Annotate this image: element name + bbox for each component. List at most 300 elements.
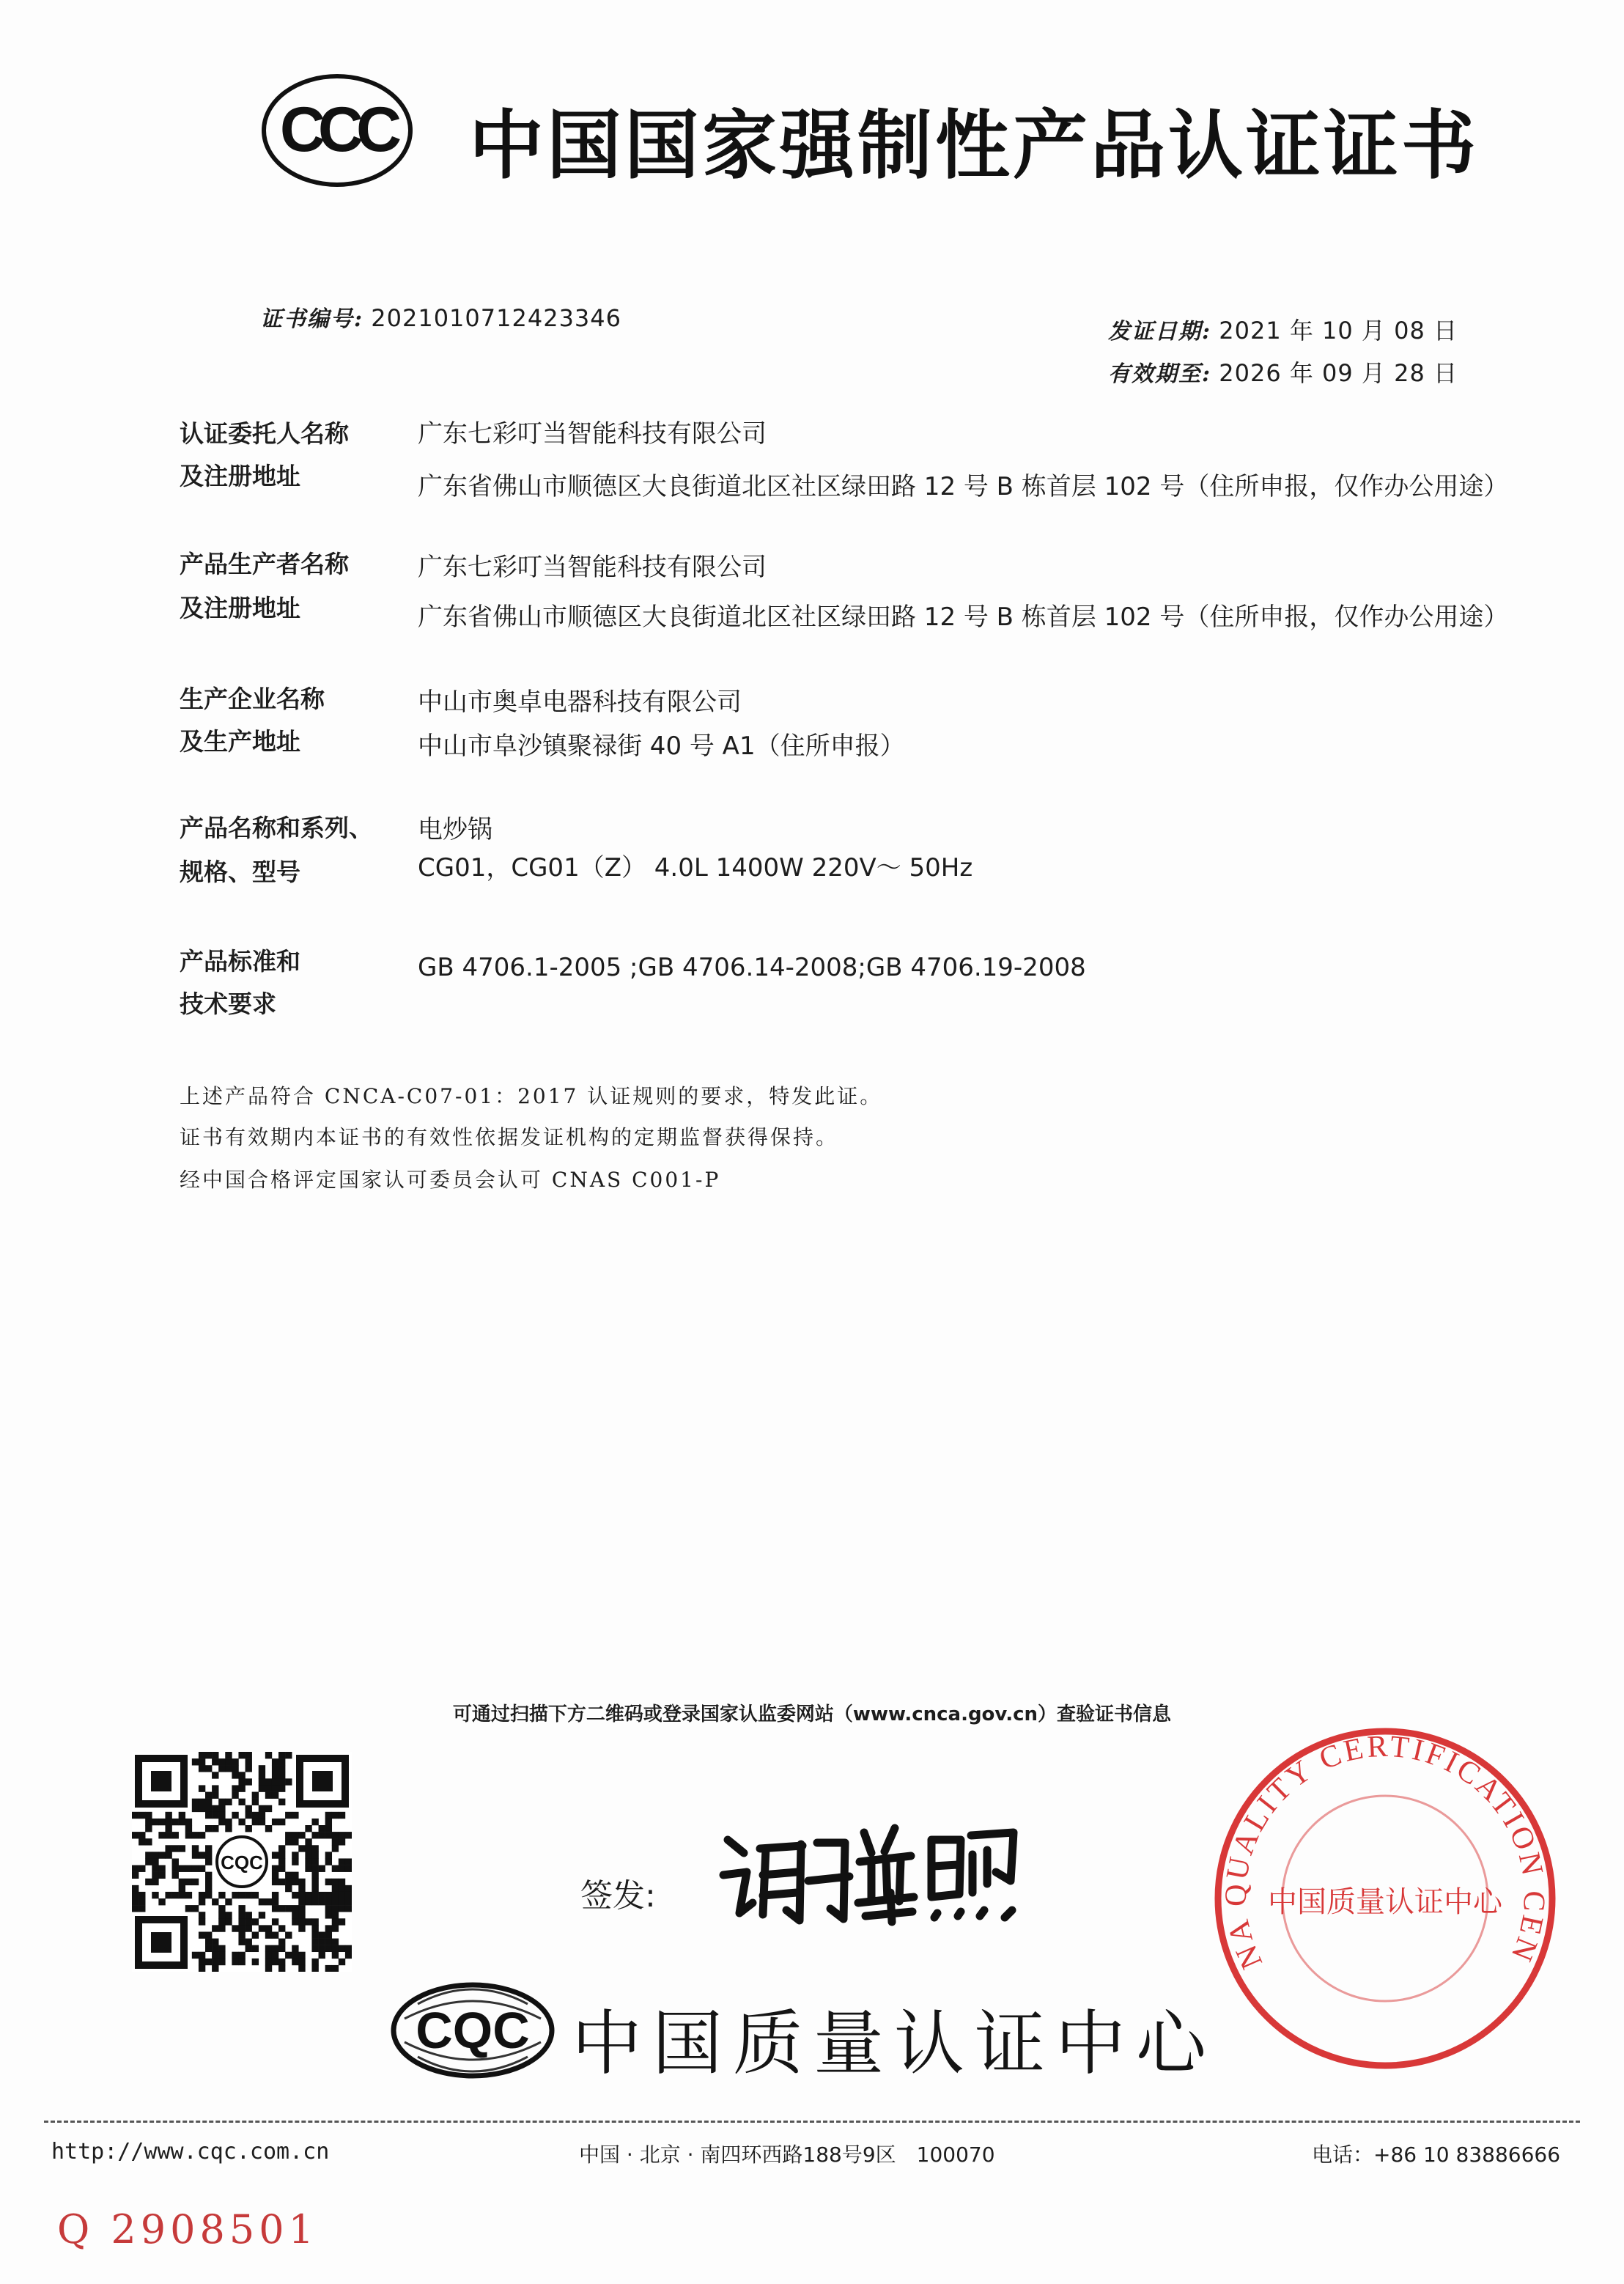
qr-module [259,1812,265,1819]
qr-hint: 可通过扫描下方二维码或登录国家认监委网站（www.cnca.gov.cn）查验证书信息 [452,1703,1172,1725]
qr-module [172,1872,179,1879]
qr-module [311,1925,318,1931]
qr-module [278,1945,285,1952]
expiry-date-value: 2026 年 09 月 28 日 [1219,359,1458,387]
qr-module [238,1925,245,1931]
qr-module [285,1812,292,1819]
qr-module [238,1892,245,1898]
qr-module [172,1865,179,1872]
qr-module [305,1825,311,1832]
qr-module [272,1959,278,1965]
qr-module [311,1879,318,1885]
qr-module [179,1819,185,1825]
qr-module [158,1832,165,1838]
qr-module [319,1892,325,1898]
qr-module [238,1918,245,1925]
qr-module [272,1772,278,1778]
qr-module [192,1852,199,1858]
qr-module [212,1952,218,1959]
qr-module [179,1812,185,1819]
qr-module [212,1825,218,1832]
qr-module [179,1845,185,1852]
qr-module [225,1819,232,1825]
qr-module [238,1799,245,1805]
manufacturer-name: 广东七彩叮当智能科技有限公司 [418,553,767,582]
qr-module [225,1918,232,1925]
qr-module [192,1865,199,1872]
certificate-number-value: 2021010712423346 [371,304,621,332]
qr-module [192,1832,199,1838]
qr-module [319,1865,325,1872]
qr-module [172,1832,179,1838]
qr-module [332,1885,339,1892]
qr-module [339,1858,345,1865]
qr-module [272,1852,278,1858]
qr-module [199,1959,205,1965]
qr-module [252,1918,259,1925]
expiry-date-label: 有效期至: [1108,361,1212,387]
qr-module [339,1865,345,1872]
qr-module [272,1905,278,1912]
qr-module [332,1939,339,1945]
qr-module [339,1892,345,1898]
qr-module [272,1931,278,1938]
qr-module [172,1845,179,1852]
product-label-2: 规格、型号 [180,858,300,886]
qr-module [246,1925,252,1931]
qr-module [265,1945,272,1952]
certificate-title: 中国国家强制性产品认证证书 [469,103,1479,190]
qr-module [319,1825,325,1832]
qr-module [311,1945,318,1952]
qr-module [278,1778,285,1785]
qr-module [265,1898,272,1905]
qr-module [298,1965,305,1972]
standard-label-1: 产品标准和 [180,947,300,976]
qr-module [172,1892,179,1898]
qr-module [272,1945,278,1952]
qr-module [179,1879,185,1885]
qr-module [311,1872,318,1879]
qr-module [272,1879,278,1885]
qr-module [199,1758,205,1765]
qr-module [225,1898,232,1905]
qr-module [339,1879,345,1885]
expiry-date [1108,355,1458,388]
qr-module [305,1918,311,1925]
qr-module [345,1885,352,1892]
qr-module [145,1852,152,1858]
qr-module [218,1918,225,1925]
qr-module [305,1852,311,1858]
qr-module [311,1898,318,1905]
qr-module [259,1925,265,1931]
qr-module [272,1778,278,1785]
qr-module [272,1952,278,1959]
qr-module [185,1892,192,1898]
qr-module [292,1918,298,1925]
qr-module [205,1959,212,1965]
issue-date-label: 发证日期: [1108,319,1212,345]
qr-module [225,1752,232,1758]
qr-module [165,1852,171,1858]
qr-module [325,1879,332,1885]
qr-module [252,1945,259,1952]
qr-module [185,1832,192,1838]
qr-module [339,1945,345,1952]
qr-module [292,1912,298,1918]
qr-module [272,1758,278,1765]
qr-module [319,1832,325,1838]
client-name: 广东七彩叮当智能科技有限公司 [418,419,767,449]
qr-module [152,1879,158,1885]
qr-module [305,1838,311,1845]
qr-module [172,1858,179,1865]
qr-module [305,1892,311,1898]
qr-module [185,1825,192,1832]
qr-module [218,1912,225,1918]
qr-module [158,1852,165,1858]
qr-module [152,1872,158,1879]
qr-module [205,1812,212,1819]
qr-module [158,1898,165,1905]
qr-module [292,1832,298,1838]
qr-module [212,1785,218,1791]
qr-module [298,1952,305,1959]
qr-module [311,1845,318,1852]
qr-module [311,1931,318,1938]
qr-module [246,1939,252,1945]
qr-module [152,1852,158,1858]
factory-address: 中山市阜沙镇聚禄街 40 号 A1（住所申报） [418,732,905,761]
qr-module [158,1865,165,1872]
qr-module [259,1898,265,1905]
qr-module [265,1925,272,1931]
qr-module [238,1778,245,1785]
qr-module [252,1819,259,1825]
qr-module [232,1925,238,1931]
qr-module [278,1758,285,1765]
qr-module [252,1812,259,1819]
qr-module [132,1865,139,1872]
qr-module [218,1805,225,1812]
qr-module [199,1965,205,1972]
qr-module [139,1892,145,1898]
qr-module [199,1898,205,1905]
qr-module [158,1819,165,1825]
qr-module [332,1812,339,1819]
qr-center-text: CQC [221,1852,263,1874]
qr-module [165,1832,171,1838]
qr-module [225,1758,232,1765]
qr-module [165,1845,171,1852]
qr-module [345,1858,352,1865]
qr-module [232,1792,238,1799]
qr-module [139,1838,145,1845]
qr-module [192,1805,199,1812]
qr-module [332,1905,339,1912]
seal-ring-text: NA QUALITY CERTIFICATION CEN [1219,1729,1551,1974]
qr-module [278,1939,285,1945]
qr-module [132,1892,139,1898]
qr-module [205,1945,212,1952]
qr-module [265,1965,272,1972]
qr-module [325,1939,332,1945]
qr-module [212,1805,218,1812]
qr-module [199,1931,205,1938]
qr-module [298,1885,305,1892]
footer-phone: 电话：+86 10 83886666 [1312,2143,1561,2167]
qr-module [252,1799,259,1805]
qr-module [325,1898,332,1905]
qr-module [305,1898,311,1905]
qr-module [238,1912,245,1918]
qr-module [345,1832,352,1838]
qr-module [339,1898,345,1905]
qr-module [205,1858,212,1865]
qr-module [285,1931,292,1938]
qr-module [278,1905,285,1912]
qr-module [272,1892,278,1898]
qr-module [165,1819,171,1825]
qr-module [199,1799,205,1805]
qr-module [192,1952,199,1959]
qr-module [145,1825,152,1832]
qr-module [332,1879,339,1885]
qr-module [278,1965,285,1972]
qr-module [305,1845,311,1852]
qr-module [212,1945,218,1952]
qr-module [305,1858,311,1865]
manufacturer-label-2: 及注册地址 [180,594,300,622]
qr-module [345,1952,352,1959]
qr-module [205,1879,212,1885]
qr-module [212,1965,218,1972]
qr-module [292,1945,298,1952]
qr-module [139,1832,145,1838]
qr-module [192,1799,199,1805]
qr-module [199,1912,205,1918]
qr-module [265,1952,272,1959]
qr-module [332,1918,339,1925]
qr-module [272,1918,278,1925]
qr-module [205,1931,212,1938]
factory-label-1: 生产企业名称 [180,685,325,713]
qr-module [218,1765,225,1772]
qr-module [332,1952,339,1959]
qr-module [199,1918,205,1925]
signature [715,1810,1030,1928]
qr-module [325,1825,332,1832]
qr-module [332,1898,339,1905]
qr-module [272,1872,278,1879]
qr-module [132,1898,139,1905]
qr-module [298,1898,305,1905]
qr-module [298,1905,305,1912]
qr-module [292,1812,298,1819]
qr-module [265,1752,272,1758]
qr-module [232,1892,238,1898]
qr-module [325,1819,332,1825]
qr-module [238,1752,245,1758]
qr-module [345,1892,352,1898]
qr-module [278,1845,285,1852]
qr-module [212,1925,218,1931]
qr-module [311,1832,318,1838]
qr-module [311,1858,318,1865]
qr-module [325,1912,332,1918]
qr-module [278,1959,285,1965]
qr-module [158,1872,165,1879]
qr-module [298,1925,305,1931]
qr-module [332,1865,339,1872]
qr-module [205,1799,212,1805]
qr-module [278,1799,285,1805]
qr-module [285,1905,292,1912]
qr-module [246,1765,252,1772]
qr-module [345,1898,352,1905]
qr-module [218,1945,225,1952]
qr-module [185,1905,192,1912]
qr-module [185,1865,192,1872]
qr-module [132,1832,139,1838]
qr-module [238,1939,245,1945]
qr-module [285,1885,292,1892]
footer-url[interactable]: http://www.cqc.com.cn [51,2139,330,2165]
qr-module [212,1939,218,1945]
qr-module [218,1959,225,1965]
manufacturer-label-1: 产品生产者名称 [180,550,349,578]
qr-module [332,1845,339,1852]
qr-module [192,1845,199,1852]
qr-module [145,1858,152,1865]
qr-module [259,1765,265,1772]
qr-module [232,1785,238,1791]
qr-module [278,1772,285,1778]
qr-module [192,1758,199,1765]
footer-address: 中国 · 北京 · 南四环西路188号9区 100070 [579,2143,995,2167]
qr-module [339,1838,345,1845]
qr-module [311,1965,318,1972]
qr-module [232,1952,238,1959]
qr-module [285,1952,292,1959]
qr-module [246,1892,252,1898]
qr-module [325,1832,332,1838]
qr-module [325,1892,332,1898]
qr-module [185,1819,192,1825]
product-model: CG01，CG01（Z） 4.0L 1400W 220V～ 50Hz [418,853,973,883]
qr-module [225,1799,232,1805]
qr-module [212,1898,218,1905]
qr-module [199,1865,205,1872]
qr-module [199,1892,205,1898]
qr-module [259,1805,265,1812]
qr-module [179,1865,185,1872]
qr-module [139,1865,145,1872]
qr-module [298,1879,305,1885]
qr-module [218,1892,225,1898]
qr-module [205,1939,212,1945]
qr-module [332,1892,339,1898]
qr-module [319,1931,325,1938]
qr-module [311,1819,318,1825]
qr-module [278,1858,285,1865]
certificate-number-label: 证书编号: [260,306,364,332]
qr-module [185,1879,192,1885]
qr-module [325,1852,332,1858]
qr-module [292,1959,298,1965]
qr-module [325,1931,332,1938]
qr-module [305,1865,311,1872]
qr-module [238,1785,245,1791]
qr-module [311,1865,318,1872]
qr-module [218,1905,225,1912]
qr-module [246,1752,252,1758]
qr-module [232,1772,238,1778]
footer-divider [44,2121,1580,2123]
ccc-logo [260,72,414,189]
manufacturer-address: 广东省佛山市顺德区大良街道北区社区绿田路 12 号 B 栋首层 102 号（住所申报，仅作办公用途） [418,603,1509,632]
qr-module [259,1912,265,1918]
qr-module [345,1945,352,1952]
qr-module [205,1852,212,1858]
qr-module [152,1819,158,1825]
qr-module [285,1752,292,1758]
qr-module [292,1858,298,1865]
qr-module [319,1952,325,1959]
qr-module [199,1832,205,1838]
qr-module [272,1865,278,1872]
standard-label-2: 技术要求 [180,990,276,1018]
qr-module [145,1838,152,1845]
qr-module [278,1765,285,1772]
qr-module [139,1898,145,1905]
qr-module [278,1852,285,1858]
qr-module [265,1792,272,1799]
qr-module [319,1939,325,1945]
verification-qr-code[interactable] [132,1752,352,1972]
qr-module [311,1885,318,1892]
qr-module [225,1825,232,1832]
qr-module [232,1765,238,1772]
qr-module [292,1838,298,1845]
svg-text:CHINA QUALITY CERTIFICATION CE [1209,1723,1551,1974]
qr-module [259,1772,265,1778]
qr-module [212,1792,218,1799]
qr-module [298,1892,305,1898]
issuer-name: 中国质量认证中心 [572,2003,1217,2085]
qr-module [139,1812,145,1819]
qr-module [212,1812,218,1819]
qr-module [212,1758,218,1765]
qr-module [165,1812,171,1819]
qr-module [192,1905,199,1912]
issue-date [1108,312,1458,346]
qr-module [212,1752,218,1758]
qr-module [332,1832,339,1838]
qr-module [145,1819,152,1825]
qr-module [218,1952,225,1959]
qr-module [259,1778,265,1785]
qr-module [252,1792,259,1799]
qr-module [345,1905,352,1912]
qr-module [278,1865,285,1872]
qr-module [332,1838,339,1845]
qr-module [252,1892,259,1898]
qr-module [332,1925,339,1931]
qr-module [311,1852,318,1858]
qr-module [259,1785,265,1791]
